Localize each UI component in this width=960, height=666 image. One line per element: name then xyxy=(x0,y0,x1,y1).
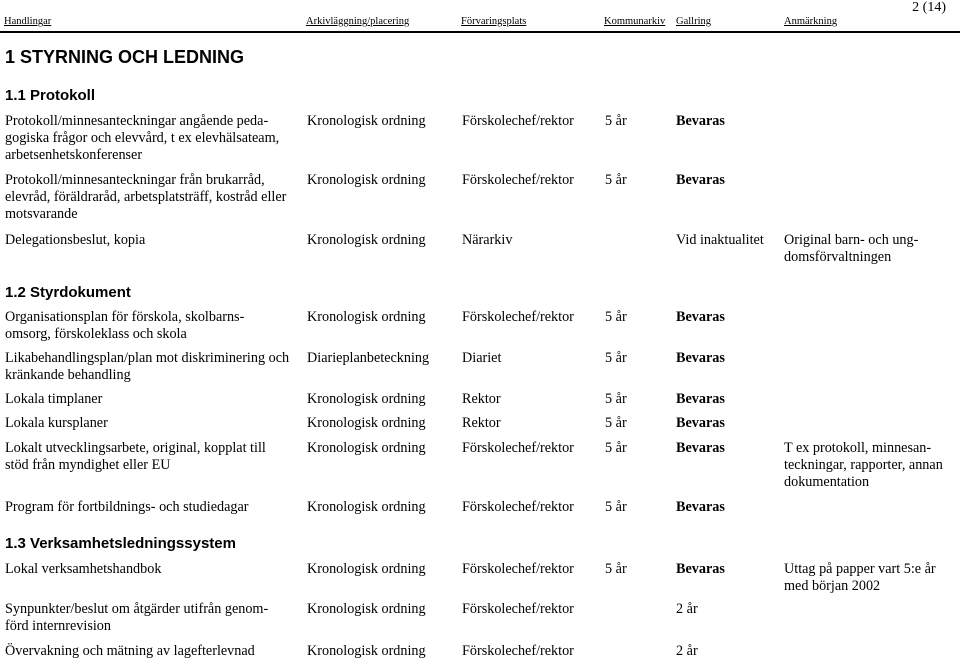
arkivlaggning-cell: Kronologisk ordning xyxy=(307,391,426,407)
arkivlaggning-cell: Kronologisk ordning xyxy=(307,601,426,617)
kommunarkiv-cell: 5 år xyxy=(605,172,627,188)
handling-cell: Lokal verksamhetshandbok xyxy=(5,561,162,577)
handling-line: kränkande behandling xyxy=(5,367,131,383)
gallring-cell: Vid inaktualitet xyxy=(676,232,764,248)
arkivlaggning-cell: Diarieplanbeteckning xyxy=(307,350,430,366)
handling-cell: Program för fortbildnings- och studiedagar xyxy=(5,499,249,515)
forvaringsplats-cell: Förskolechef/rektor xyxy=(462,561,574,577)
kommunarkiv-cell: 5 år xyxy=(605,391,627,407)
handling-line: Lokalt utvecklingsarbete, original, kopplat till xyxy=(5,440,266,456)
arkivlaggning-cell: Kronologisk ordning xyxy=(307,172,426,188)
anmarkning-cell xyxy=(784,232,918,266)
gallring-cell: Bevaras xyxy=(676,391,725,407)
page-number: 2 (14) xyxy=(912,0,946,15)
kommunarkiv-cell: 5 år xyxy=(605,309,627,325)
gallring-cell: Bevaras xyxy=(676,499,725,515)
gallring-cell: 2 år xyxy=(676,643,698,659)
anmarkning-line: teckningar, rapporter, annan xyxy=(784,457,943,473)
column-header-row xyxy=(0,14,960,32)
handling-cell xyxy=(5,440,266,474)
column-header-gallring: Gallring xyxy=(676,16,711,27)
gallring-cell: Bevaras xyxy=(676,440,725,456)
forvaringsplats-cell: Förskolechef/rektor xyxy=(462,643,574,659)
gallring-cell: Bevaras xyxy=(676,172,725,188)
column-header-handlingar: Handlingar xyxy=(4,16,52,27)
handling-line: motsvarande xyxy=(5,206,78,222)
handling-line: elevråd, föräldraråd, arbetsplatsträff, kostråd eller xyxy=(5,189,287,205)
arkivlaggning-cell: Kronologisk ordning xyxy=(307,309,426,325)
forvaringsplats-cell: Förskolechef/rektor xyxy=(462,172,574,188)
subsection-title-styrdokument: 1.2 Styrdokument xyxy=(5,284,131,301)
column-header-anmarkning: Anmärkning xyxy=(784,16,838,27)
anmarkning-cell xyxy=(784,561,936,595)
forvaringsplats-cell: Förskolechef/rektor xyxy=(462,113,574,129)
handling-line: Delegationsbeslut, kopia xyxy=(5,232,146,248)
section-title: 1 STYRNING OCH LEDNING xyxy=(5,47,245,67)
gallring-cell: Bevaras xyxy=(676,561,725,577)
kommunarkiv-cell: 5 år xyxy=(605,350,627,366)
column-header-kommunarkiv: Kommunarkiv xyxy=(604,16,666,27)
arkivlaggning-cell: Kronologisk ordning xyxy=(307,499,426,515)
gallring-cell: 2 år xyxy=(676,601,698,617)
handling-line: gogiska frågor och elevvård, t ex elevhälsateam, xyxy=(5,130,280,146)
kommunarkiv-cell: 5 år xyxy=(605,113,627,129)
gallring-cell: Bevaras xyxy=(676,309,725,325)
handling-cell: Lokala kursplaner xyxy=(5,415,108,431)
arkivlaggning-cell: Kronologisk ordning xyxy=(307,440,426,456)
anmarkning-line: Uttag på papper vart 5:e år xyxy=(784,561,936,577)
handling-line: Protokoll/minnesanteckningar från brukarråd, xyxy=(5,172,265,188)
kommunarkiv-cell: 5 år xyxy=(605,415,627,431)
anmarkning-cell xyxy=(784,440,943,491)
anmarkning-line: med början 2002 xyxy=(784,578,881,594)
handling-cell xyxy=(5,601,268,635)
arkivlaggning-cell: Kronologisk ordning xyxy=(307,113,426,129)
gallring-cell: Bevaras xyxy=(676,113,725,129)
handling-cell xyxy=(5,350,289,384)
forvaringsplats-cell: Rektor xyxy=(462,391,501,407)
handling-cell xyxy=(5,172,286,223)
forvaringsplats-cell: Diariet xyxy=(462,350,502,366)
handling-cell xyxy=(5,232,145,249)
anmarkning-line: domsförvaltningen xyxy=(784,249,892,265)
arkivlaggning-cell: Kronologisk ordning xyxy=(307,415,426,431)
arkivlaggning-cell: Kronologisk ordning xyxy=(307,232,426,248)
column-header-forvaringsplats: Förvaringsplats xyxy=(461,16,527,27)
kommunarkiv-cell: 5 år xyxy=(605,440,627,456)
forvaringsplats-cell: Förskolechef/rektor xyxy=(462,499,574,515)
gallring-cell: Bevaras xyxy=(676,350,725,366)
kommunarkiv-cell: 5 år xyxy=(605,499,627,515)
handling-line: omsorg, förskoleklass och skola xyxy=(5,326,187,342)
arkivlaggning-cell: Kronologisk ordning xyxy=(307,643,426,659)
handling-cell: Lokala timplaner xyxy=(5,391,103,407)
subsection-title-protokoll: 1.1 Protokoll xyxy=(5,87,96,104)
forvaringsplats-cell: Rektor xyxy=(462,415,501,431)
handling-cell xyxy=(5,113,279,164)
gallring-cell: Bevaras xyxy=(676,415,725,431)
forvaringsplats-cell: Förskolechef/rektor xyxy=(462,601,574,617)
handling-line: Protokoll/minnesanteckningar angående peda- xyxy=(5,113,269,129)
handling-line: förd internrevision xyxy=(5,618,111,634)
handling-line: Likabehandlingsplan/plan mot diskriminering och xyxy=(5,350,290,366)
subsection-title-verksamhetsledningssystem: 1.3 Verksamhetsledningssystem xyxy=(5,535,236,552)
column-header-arkivlaggning: Arkivläggning/placering xyxy=(306,16,410,27)
header-rule xyxy=(0,31,960,33)
handling-cell xyxy=(5,309,244,343)
anmarkning-line: Original barn- och ung- xyxy=(784,232,919,248)
anmarkning-line: T ex protokoll, minnesan- xyxy=(784,440,932,456)
handling-line: stöd från myndighet eller EU xyxy=(5,457,171,473)
forvaringsplats-cell: Förskolechef/rektor xyxy=(462,440,574,456)
handling-cell: Övervakning och mätning av lagefterlevnad xyxy=(5,643,255,659)
handling-line: arbetsenhetskonferenser xyxy=(5,147,143,163)
forvaringsplats-cell: Förskolechef/rektor xyxy=(462,309,574,325)
handling-line: Organisationsplan för förskola, skolbarns- xyxy=(5,309,245,325)
arkivlaggning-cell: Kronologisk ordning xyxy=(307,561,426,577)
forvaringsplats-cell: Närarkiv xyxy=(462,232,513,248)
kommunarkiv-cell: 5 år xyxy=(605,561,627,577)
anmarkning-line: dokumentation xyxy=(784,474,870,490)
handling-line: Synpunkter/beslut om åtgärder utifrån genom- xyxy=(5,601,269,617)
